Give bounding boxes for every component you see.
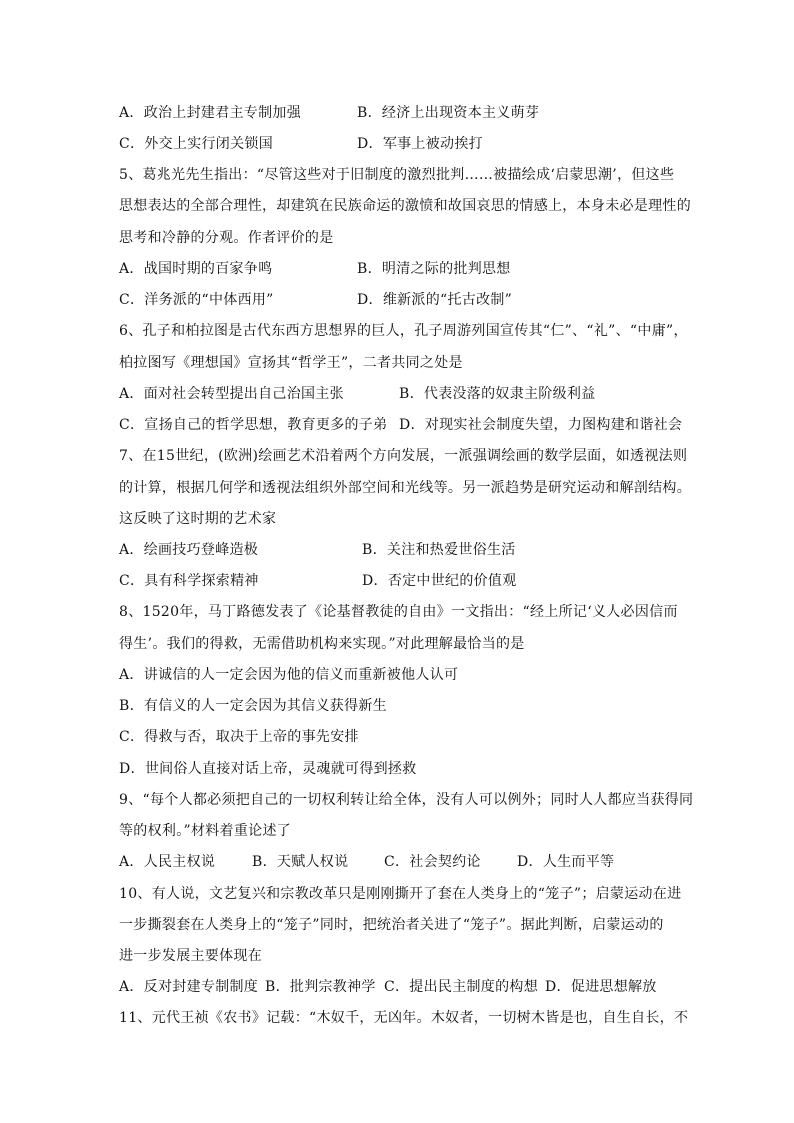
q9-option-c: C．社会契约论 <box>384 854 481 870</box>
q4-option-d: D．军事上被动挨打 <box>357 136 483 152</box>
q5-stem-line-2: 思想表达的全部合理性，却建筑在民族命运的激愤和故国哀思的情感上，本身未必是理性的 <box>119 198 691 214</box>
q5-option-b: B．明清之际的批判思想 <box>357 261 511 277</box>
q7-stem-line-3: 这反映了这时期的艺术家 <box>119 511 277 527</box>
q6-stem-line-2: 柏拉图写《理想国》宣扬其“哲学王”，二者共同之处是 <box>119 355 463 371</box>
q8-stem-line-1: 8、1520年，马丁路德发表了《论基督教徒的自由》一文指出：“经上所记‘义人必因信而 <box>119 604 678 620</box>
q9-stem-line-1: 9、“每个人都必须把自己的一切权利转让给全体，没有人可以例外；同时人人都应当获得同 <box>119 792 694 808</box>
q9-option-a: A．人民主权说 <box>119 854 216 870</box>
q5-option-d: D．维新派的“托古改制” <box>357 292 513 308</box>
q10-stem-line-2: 一步撕裂套在人类身上的“笼子”同时，把统治者关进了“笼子”。据此判断，启蒙运动的 <box>119 917 664 933</box>
q10-option-b: B．批判宗教神学 <box>265 979 376 995</box>
q4-option-a: A．政治上封建君主专制加强 <box>119 105 302 121</box>
q4-option-b: B．经济上出现资本主义萌芽 <box>357 105 540 121</box>
q6-option-d: D．对现实社会制度失望，力图构建和谐社会 <box>399 417 683 433</box>
q6-option-b: B．代表没落的奴隶主阶级利益 <box>399 386 596 402</box>
q7-option-b: B．关注和热爱世俗生活 <box>362 542 516 558</box>
q5-option-a: A．战国时期的百家争鸣 <box>119 261 273 277</box>
q8-option-a: A．讲诚信的人一定会因为他的信义而重新被他人认可 <box>119 667 459 683</box>
q8-option-c: C．得救与否，取决于上帝的事先安排 <box>119 729 359 745</box>
q10-option-d: D．促进思想解放 <box>545 979 657 995</box>
q4-option-c: C．外交上实行闭关锁国 <box>119 136 274 152</box>
q10-stem-line-3: 进一步发展主要体现在 <box>119 948 262 964</box>
q9-option-b: B．天赋人权说 <box>252 854 349 870</box>
q6-stem-line-1: 6、孔子和柏拉图是古代东西方思想界的巨人，孔子周游列国宣传其“仁”、“礼”、“中庸”， <box>119 323 688 339</box>
q11-stem-line-1: 11、元代王祯《农书》记载：“木奴千，无凶年。木奴者，一切树木皆是也，自生自长，不 <box>119 1010 689 1026</box>
q10-option-a: A．反对封建专制制度 <box>119 979 259 995</box>
q9-option-d: D．人生而平等 <box>517 854 615 870</box>
q7-stem-line-2: 的计算，根据几何学和透视法组织外部空间和光线等。另一派趋势是研究运动和解剖结构。 <box>119 480 691 496</box>
q7-stem-line-1: 7、在15世纪，(欧洲)绘画艺术沿着两个方向发展，一派强调绘画的数学层面，如透视法则 <box>119 448 688 464</box>
q6-option-a: A．面对社会转型提出自己治国主张 <box>119 386 344 402</box>
q9-stem-line-2: 等的权利。”材料着重论述了 <box>119 823 292 839</box>
q8-option-b: B．有信义的人一定会因为其信义获得新生 <box>119 698 387 714</box>
q7-option-d: D．否定中世纪的价值观 <box>362 573 517 589</box>
q10-option-c: C．提出民主制度的构想 <box>384 979 539 995</box>
q5-option-c: C．洋务派的“中体西用” <box>119 292 274 308</box>
q10-stem-line-1: 10、有人说，文艺复兴和宗教改革只是刚刚撕开了套在人类身上的“笼子”；启蒙运动在进 <box>119 886 682 902</box>
q7-option-c: C．具有科学探索精神 <box>119 573 259 589</box>
q8-option-d: D．世间俗人直接对话上帝，灵魂就可得到拯救 <box>119 761 417 777</box>
q5-stem-line-3: 思考和冷静的分观。作者评价的是 <box>119 230 334 246</box>
q8-stem-line-2: 得生’。我们的得救，无需借助机构来实现。”对此理解最恰当的是 <box>119 636 525 652</box>
q7-option-a: A．绘画技巧登峰造极 <box>119 542 259 558</box>
q6-option-c: C．宣扬自己的哲学思想，教育更多的子弟 <box>119 417 388 433</box>
q5-stem-line-1: 5、葛兆光先生指出：“尽管这些对于旧制度的激烈批判……被描绘成‘启蒙思潮’，但这些 <box>119 167 675 183</box>
